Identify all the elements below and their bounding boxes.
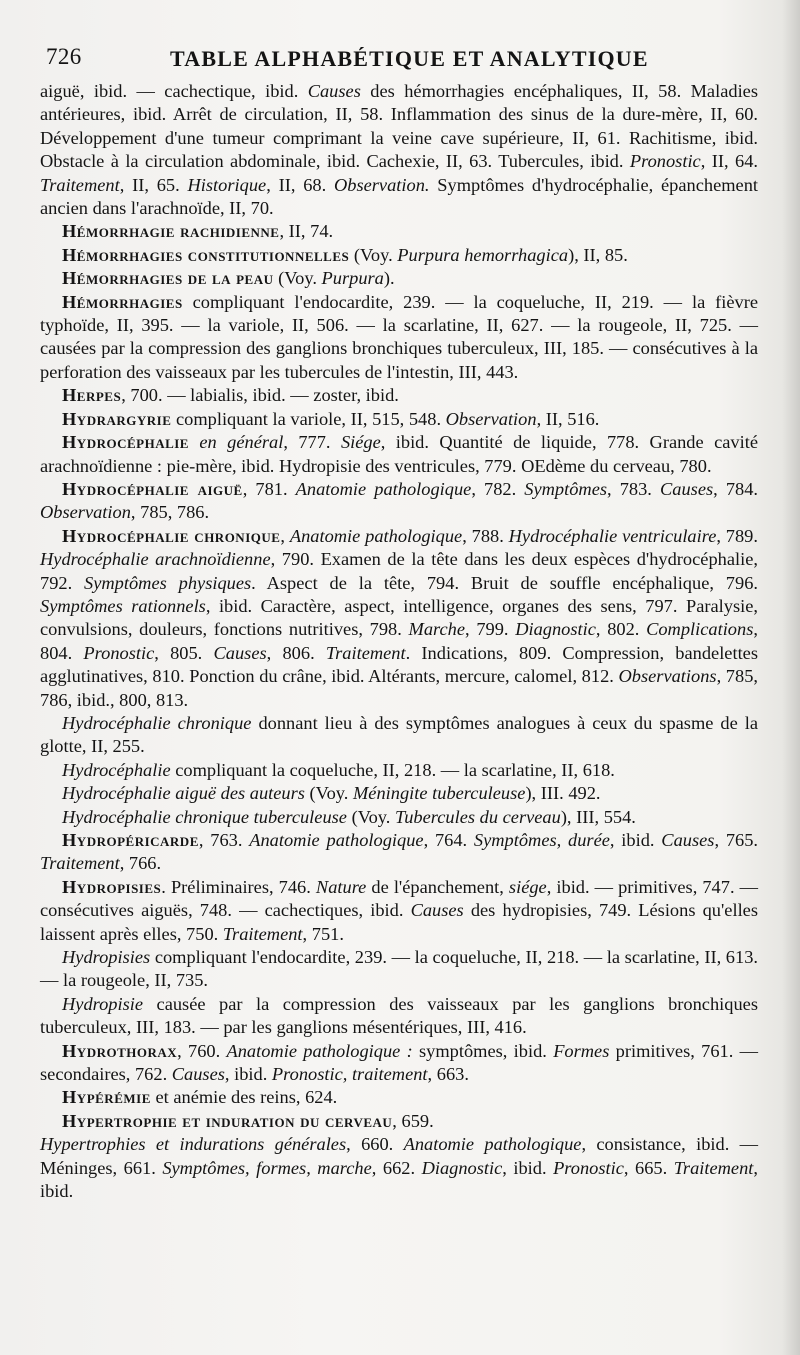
entry-text: , 785, 786.	[130, 502, 210, 523]
entry-text: , 781.	[242, 478, 296, 499]
entry-italic-text: Purpura hemorrhagica	[397, 244, 569, 265]
entry-text: , 777.	[283, 432, 341, 453]
index-entry	[40, 220, 758, 243]
entry-italic-text: Hydrocéphalie arachnoïdienne	[40, 549, 271, 570]
entry-keyword: Hypérémie	[62, 1087, 151, 1108]
entry-text: de l'épanchement,	[366, 876, 509, 897]
entry-keyword: Hydropisies	[62, 876, 162, 897]
entry-keyword: Hémorrhagies	[62, 291, 183, 312]
entry-text: compliquant la variole, II, 515, 548.	[171, 408, 446, 429]
entry-text: causée par la compression des vaisseaux par les ganglions bronchiques tuberculeux, III, 183. — par les ganglions mésentériques, III, 416.	[40, 993, 758, 1038]
index-entry	[40, 1133, 758, 1203]
index-entry	[40, 759, 758, 782]
entry-text: des hydropisies, 749. Lésions qu'elles laissent après elles, 750.	[40, 900, 758, 944]
entry-italic-text: Symptômes, formes, marche	[162, 1157, 372, 1178]
index-entry	[40, 267, 758, 290]
entry-text: , 784.	[713, 478, 759, 499]
entry-italic-text: Historique	[187, 174, 267, 195]
index-entries	[40, 80, 758, 1204]
entry-italic-text: Traitement	[673, 1157, 754, 1178]
entry-text: , 660.	[346, 1134, 404, 1155]
entry-text: , ibid.	[502, 1157, 554, 1178]
entry-keyword: Hypertrophie et induration du cerveau	[62, 1110, 393, 1131]
entry-text: ), III. 492.	[525, 783, 601, 804]
entry-text	[189, 432, 199, 452]
entry-italic-text: Pronostic	[553, 1157, 624, 1178]
entry-text: , 751.	[302, 923, 344, 944]
entry-text: (Voy.	[349, 244, 398, 265]
entry-italic-text: Symptômes, durée	[473, 830, 610, 850]
entry-italic-text: Symptômes physiques	[84, 572, 252, 593]
entry-italic-text: Traitement	[325, 642, 406, 663]
entry-text: (Voy.	[304, 783, 353, 804]
entry-italic-text: Observation.	[333, 174, 430, 195]
index-entry	[40, 244, 758, 267]
entry-text: , ibid. — primitives, 747. — consécutives aiguës, 748. — cachectiques, ibid.	[40, 876, 758, 921]
entry-text: des hémorrhagies encéphaliques, II, 58. Maladies antérieures, ibid. Arrêt de circulation, II, 58. Inflammation des sinus de la dure-mère, II, 60. Développement d'une tumeur comprimant la veine cave supérieure, II, 61. Rachitisme, ibid. Obstacle à la circulation abdominale, ibid. Cachexie, II, 63. Tubercules, ibid.	[40, 81, 758, 172]
entry-keyword: Hémorrhagie rachidienne	[62, 221, 280, 242]
entry-text: ), II, 85.	[568, 244, 628, 265]
entry-italic-text: Observations	[618, 666, 717, 687]
entry-text: , 789.	[716, 525, 758, 546]
entry-text: ).	[383, 268, 395, 289]
index-entry	[40, 525, 758, 712]
entry-italic-text: Hydrocéphalie ventriculaire	[508, 525, 717, 546]
entry-text: , 663.	[427, 1064, 469, 1085]
entry-text: donnant lieu à des symptômes analogues à ceux du spasme de la glotte, II, 255.	[40, 712, 758, 757]
entry-text: . Préliminaires, 746.	[161, 876, 316, 897]
entry-text: compliquant l'endocardite, 239. — la coqueluche, II, 219. — la fièvre typhoïde, II, 395. — la variole, II, 506. — la scarlatine, II, 627. — la rougeole, II, 725. — causées par la compression des ganglions bronchiques tuberculeux, III, 185. — consécutives à la perforation des vaisseaux par les tubercules de l'intestin, III, 443.	[40, 291, 758, 382]
entry-text: symptômes, ibid.	[412, 1040, 554, 1061]
entry-italic-text: Hydrocéphalie chronique	[62, 712, 252, 733]
entry-text: . Indications, 809. Compression, bandelettes agglutinatives, 810. Ponction du crâne, ibid. Altérants, mercure, calomel, 812.	[40, 642, 759, 687]
entry-keyword: Hydropéricarde	[62, 830, 199, 850]
entry-text: (Voy.	[346, 806, 395, 827]
entry-text: , 765.	[714, 830, 759, 850]
entry-text: , ibid.	[40, 1157, 759, 1202]
entry-text: , 760.	[177, 1040, 227, 1061]
entry-text: primitives, 761. — secondaires, 762.	[40, 1040, 758, 1085]
entry-text: compliquant la coqueluche, II, 218. — la scarlatine, II, 618.	[170, 759, 615, 780]
entry-italic-text: Hydrocéphalie	[62, 759, 171, 780]
entry-keyword: Hémorrhagies de la peau	[62, 268, 274, 289]
page-header	[40, 38, 758, 80]
entry-text: , 804.	[40, 619, 758, 663]
entry-text: , ibid. Quantité de liquide, 778. Grande cavité arachnoïdienne : pie-mère, ibid. Hydropisie des ventricules, 779. OEdème du cerveau, 780.	[40, 432, 758, 476]
entry-text: , 790. Examen de la tête dans les deux espèces d'hydrocéphalie, 792.	[40, 549, 758, 593]
entry-text: , 788.	[462, 525, 509, 546]
entry-italic-text: Purpura	[321, 268, 384, 289]
entry-text: , 785, 786, ibid., 800, 813.	[40, 666, 758, 710]
index-entry	[40, 782, 758, 805]
entry-text: , 783.	[607, 478, 660, 499]
index-entry	[40, 80, 758, 220]
entry-text: , II, 68.	[266, 174, 334, 195]
entry-text: , II, 74.	[279, 221, 334, 242]
page-number: 726	[46, 44, 82, 69]
entry-keyword: Hydrargyrie	[62, 408, 172, 429]
entry-italic-text: Causes	[661, 830, 715, 850]
entry-italic-text: Diagnostic	[421, 1157, 503, 1178]
index-entry	[40, 829, 758, 876]
entry-keyword: Hydrocéphalie	[62, 432, 189, 453]
index-entry	[40, 946, 758, 993]
entry-italic-text: Diagnostic	[515, 619, 596, 640]
entry-text: aiguë, ibid. — cachectique, ibid.	[40, 81, 308, 101]
entry-text: Symptômes d'hydrocéphalie, épanchement ancien dans l'arachnoïde, II, 70.	[40, 174, 758, 219]
entry-italic-text: Traitement	[222, 923, 303, 944]
entry-italic-text: Anatomie pathologique	[295, 478, 472, 499]
entry-text: , ibid.	[609, 830, 662, 850]
running-title: TABLE ALPHABÉTIQUE ET ANALYTIQUE	[170, 46, 649, 71]
index-entry	[40, 1086, 758, 1109]
entry-text: (Voy.	[273, 268, 322, 289]
entry-italic-text: Traitement	[40, 853, 120, 874]
entry-text: , consistance, ibid. — Méninges, 661.	[40, 1134, 759, 1178]
entry-keyword: Hémorrhagies constitutionnelles	[62, 244, 350, 265]
entry-italic-text: Observation	[445, 408, 537, 429]
entry-italic-text: Hydropisies	[62, 947, 151, 968]
entry-text: , 782.	[471, 478, 525, 499]
entry-text: , 802.	[595, 619, 647, 640]
entry-text: compliquant l'endocardite, 239. — la coqueluche, II, 218. — la scarlatine, II, 613. — la rougeole, II, 735.	[40, 947, 758, 991]
index-entry	[40, 993, 758, 1040]
entry-italic-text: Pronostic	[629, 151, 701, 172]
entry-italic-text: Hydrocéphalie chronique tuberculeuse	[62, 806, 347, 827]
entry-text: , 662.	[371, 1157, 422, 1178]
entry-italic-text: Pronostic, traitement	[271, 1064, 428, 1085]
index-entry	[40, 1040, 758, 1087]
index-entry	[40, 806, 758, 829]
index-entry	[40, 712, 758, 759]
entry-keyword: Hydrothorax	[62, 1040, 178, 1061]
entry-text: , 763.	[198, 830, 250, 850]
entry-keyword: Hydrocéphalie aiguë	[62, 478, 243, 499]
entry-italic-text: Symptômes	[524, 478, 608, 499]
entry-italic-text: Observation	[40, 502, 131, 523]
entry-italic-text: Complications	[646, 619, 754, 640]
entry-italic-text: Hydrocéphalie aiguë des auteurs	[62, 783, 305, 804]
entry-text: , ibid.	[224, 1064, 272, 1085]
entry-text: ), III, 554.	[560, 806, 636, 827]
entry-italic-text: Méningite tuberculeuse	[352, 783, 526, 804]
entry-text: , 799.	[465, 619, 516, 640]
entry-italic-text: Nature	[315, 876, 367, 897]
entry-italic-text: Causes	[307, 81, 361, 101]
entry-italic-text: Causes	[660, 478, 714, 499]
entry-text: , II, 65.	[119, 174, 188, 195]
entry-italic-text: Formes	[553, 1040, 610, 1061]
entry-italic-text: Traitement	[40, 174, 120, 195]
entry-text: , 665.	[623, 1157, 674, 1178]
entry-keyword: Hydrocéphalie chronique	[62, 525, 281, 546]
entry-italic-text: Causes	[171, 1064, 225, 1085]
page-spine-shadow	[782, 0, 800, 1355]
entry-text: et anémie des reins, 624.	[150, 1087, 338, 1108]
index-entry	[40, 876, 758, 946]
entry-italic-text: Symptômes rationnels	[40, 595, 206, 616]
entry-text: . Aspect de la tête, 794. Bruit de souffle encéphalique, 796.	[251, 572, 758, 593]
entry-text: , 806.	[266, 642, 326, 663]
entry-text: , 766.	[119, 853, 162, 874]
entry-text: , 659.	[392, 1110, 434, 1131]
entry-italic-text: Anatomie pathologique	[289, 525, 463, 546]
index-entry	[40, 1110, 758, 1133]
entry-text: , 764.	[423, 830, 474, 850]
entry-italic-text: en général	[199, 432, 284, 453]
entry-italic-text: Anatomie pathologique	[403, 1134, 582, 1155]
entry-italic-text: Tubercules du cerveau	[395, 806, 561, 827]
index-entry	[40, 291, 758, 385]
index-entry	[40, 384, 758, 407]
entry-italic-text: Causes	[213, 642, 267, 663]
entry-keyword: Herpes	[62, 385, 122, 406]
entry-text: ,	[280, 525, 290, 546]
entry-italic-text: Anatomie pathologique	[249, 830, 424, 850]
index-entry	[40, 408, 758, 431]
entry-italic-text: Pronostic	[83, 642, 155, 663]
index-entry	[40, 431, 758, 478]
entry-italic-text: Marche	[408, 619, 466, 640]
entry-text: , ibid. Caractère, aspect, intelligence, organes des sens, 797. Paralysie, convulsions, douleurs, fonctions nutritives, 798.	[40, 595, 758, 640]
entry-italic-text: Anatomie pathologique :	[226, 1040, 413, 1061]
entry-italic-text: Hypertrophies et indurations générales	[40, 1134, 347, 1155]
entry-text: , 805.	[154, 642, 214, 663]
entry-text: , II, 516.	[536, 408, 600, 429]
entry-text: , 700. — labialis, ibid. — zoster, ibid.	[121, 385, 399, 406]
index-entry	[40, 478, 758, 525]
entry-italic-text: Siége	[340, 432, 381, 453]
entry-text: , II, 64.	[700, 151, 758, 172]
entry-italic-text: siége	[508, 876, 547, 897]
entry-italic-text: Causes	[410, 900, 464, 921]
entry-italic-text: Hydropisie	[62, 993, 144, 1014]
